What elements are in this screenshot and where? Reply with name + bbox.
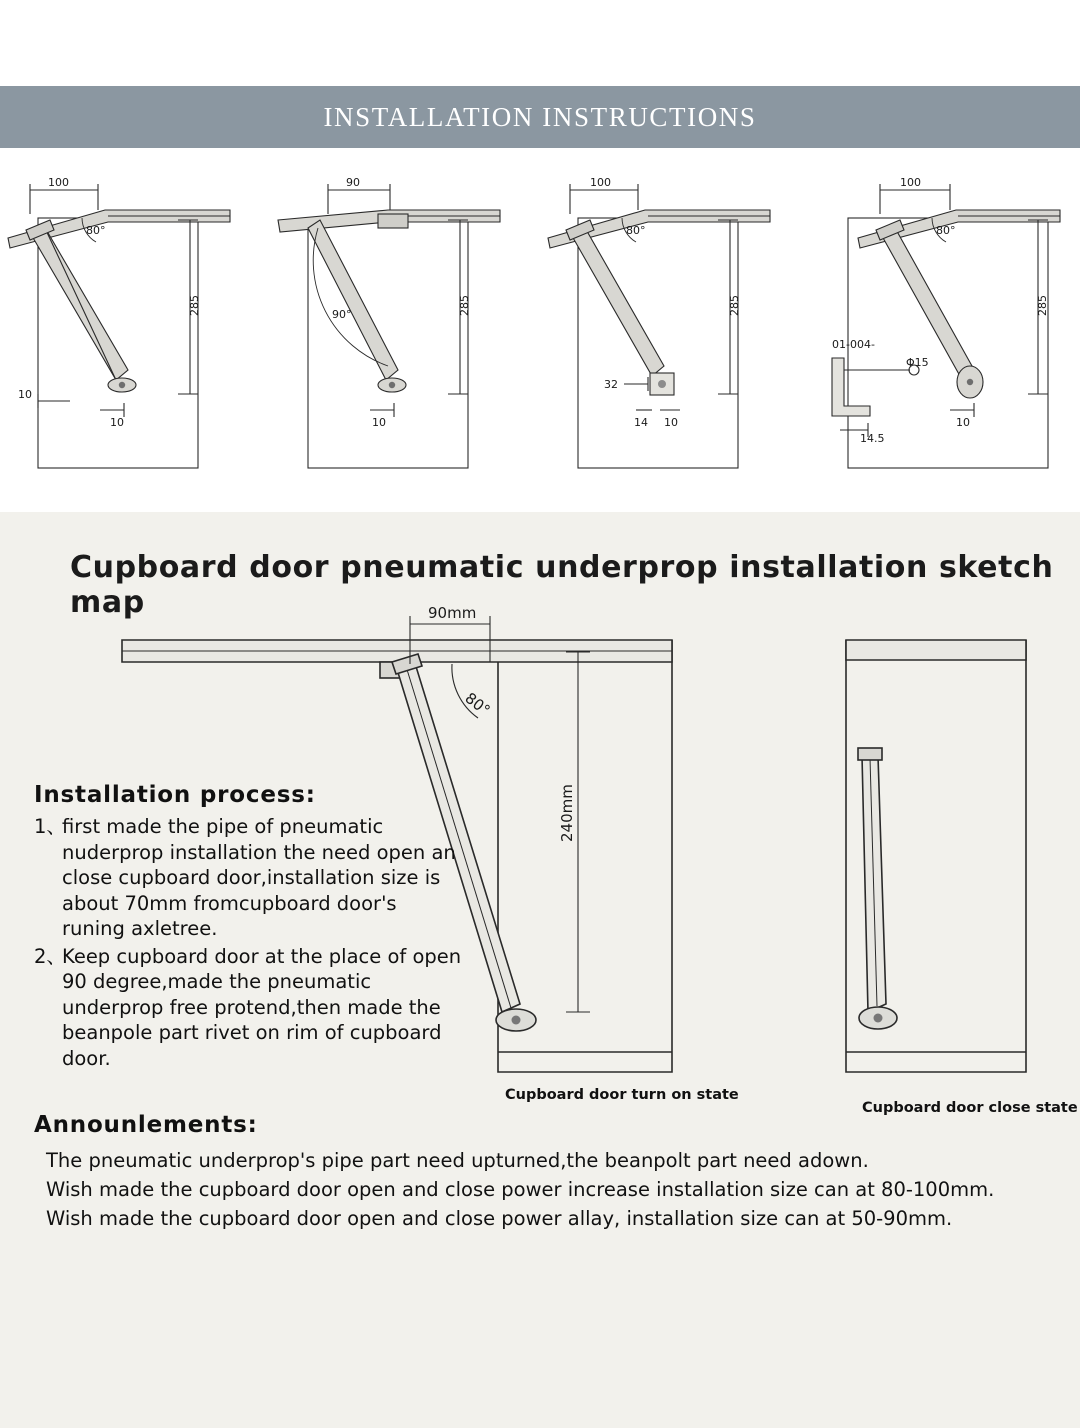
sketch-dim-drop: 240mm: [558, 784, 576, 842]
fig2-dim-bottom: 10: [372, 416, 386, 429]
fig4-hole-dim: Φ15: [906, 356, 929, 369]
fig2-dim-height: 285: [458, 295, 471, 316]
fig2-dim-top: 90: [346, 176, 360, 189]
list-item-number: 1、: [34, 815, 66, 838]
caption-open-state: Cupboard door turn on state: [505, 1087, 739, 1103]
fig1-dim-bottom: 10: [110, 416, 124, 429]
fig3-dim-left: 32: [604, 378, 618, 391]
page-title: INSTALLATION INSTRUCTIONS: [323, 101, 757, 132]
technical-drawings-strip: [0, 158, 1080, 508]
header-banner: [0, 86, 1080, 148]
sketch-dim-angle: 80°: [461, 688, 494, 720]
announcement-line: Wish made the cupboard door open and close power allay, installation size can at 50-90mm.: [46, 1207, 953, 1230]
fig3-dim-bottom-a: 14: [634, 416, 648, 429]
sketch-panel: [0, 512, 1080, 1428]
announcements-heading: Announlements:: [34, 1112, 258, 1138]
installation-process-block: [34, 782, 464, 1073]
technical-figure-3: [540, 158, 810, 508]
list-item-text: first made the pipe of pneumatic nuderprop installation the need open an close cupboard door,installation size is about 70mm fromcupboard door's runing axletree.: [62, 815, 456, 940]
fig1-dim-left: 10: [18, 388, 32, 401]
fig1-dim-height: 285: [188, 295, 201, 316]
fig4-dim-angle: 80°: [936, 224, 956, 237]
announcement-line: The pneumatic underprop's pipe part need upturned,the beanpolt part need adown.: [46, 1149, 869, 1172]
technical-figure-1: [0, 158, 270, 508]
announcements-block: [34, 1112, 1054, 1233]
announcement-line: Wish made the cupboard door open and close power increase installation size can at 80-100mm.: [46, 1178, 995, 1201]
sketch-dim-width: 90mm: [428, 604, 477, 622]
technical-figure-2: [270, 158, 540, 508]
fig4-bracket-dim: 14.5: [860, 432, 885, 445]
fig3-dim-bottom-b: 10: [664, 416, 678, 429]
fig3-dim-height: 285: [728, 295, 741, 316]
list-item-text: Keep cupboard door at the place of open 90 degree,made the pneumatic underprop free protend,then made the beanpole part rivet on rim of cupboard door.: [62, 944, 462, 1070]
list-item-number: 2、: [34, 944, 66, 968]
installation-process-heading: Installation process:: [34, 782, 316, 808]
fig4-dim-top: 100: [900, 176, 921, 189]
caption-close-state: Cupboard door close state: [862, 1100, 1078, 1116]
sketch-title: Cupboard door pneumatic underprop installation sketch map: [70, 550, 1054, 620]
fig4-dim-bottom: 10: [956, 416, 970, 429]
fig2-dim-angle: 90°: [332, 308, 352, 321]
fig4-part-code: 01-004-: [832, 338, 875, 351]
fig3-dim-top: 100: [590, 176, 611, 189]
fig1-dim-top: 100: [48, 176, 69, 189]
fig4-dim-height: 285: [1036, 295, 1049, 316]
list-item: [34, 944, 464, 1072]
fig3-dim-angle: 80°: [626, 224, 646, 237]
fig1-dim-angle: 80°: [86, 224, 106, 237]
list-item: [34, 814, 464, 942]
technical-figure-4: [810, 158, 1080, 508]
